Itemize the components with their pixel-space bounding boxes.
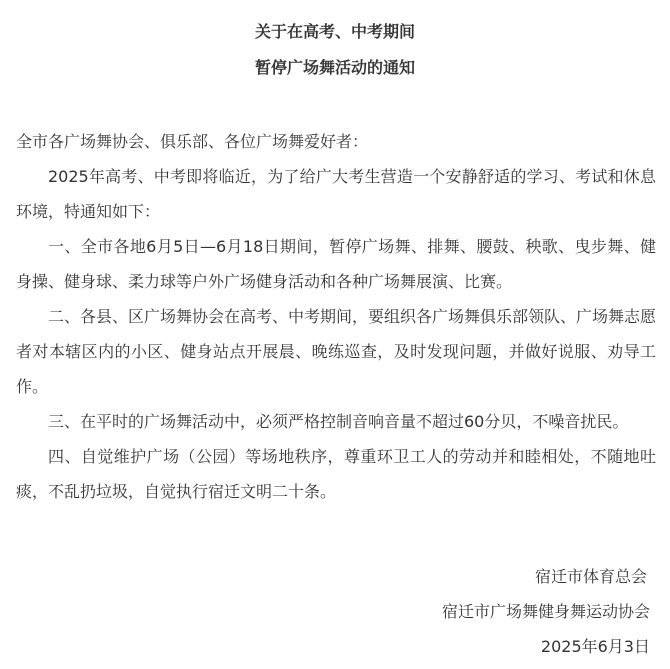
- notice-title-line2: 暂停广场舞活动的通知: [254, 58, 415, 77]
- paragraph-item-2: 二、各县、区广场舞协会在高考、中考期间，要组织各广场舞俱乐部领队、广场舞志愿者对本辖区内的小区、健身站点开展晨、晚练巡查，及时发现问题，并做好说服、劝导工作。: [16, 307, 657, 396]
- salutation: 全市各广场舞协会、俱乐部、各位广场舞爱好者：: [16, 132, 369, 151]
- signature-org2: 宿迁市广场舞健身舞运动协会: [441, 602, 650, 621]
- signature-org1: 宿迁市体育总会: [534, 567, 647, 586]
- notice-body: [16, 124, 656, 509]
- paragraph-item-3: 三、在平时的广场舞活动中，必须严格控制音响音量不超过60分贝，不噪音扰民。: [48, 412, 629, 431]
- notice-title-line1: 关于在高考、中考期间: [254, 22, 415, 41]
- paragraph-intro: 2025年高考、中考即将临近，为了给广大考生营造一个安静舒适的学习、考试和休息环境，特通知如下：: [16, 167, 656, 221]
- paragraph-item-1: 一、全市各地6月5日—6月18日期间，暂停广场舞、排舞、腰鼓、秧歌、曳步舞、健身操、健身球、柔力球等户外广场健身活动和各种广场舞展演、比赛。: [16, 237, 656, 291]
- signature-date: 2025年6月3日: [540, 637, 650, 656]
- paragraph-item-4: 四、自觉维护广场（公园）等场地秩序，尊重环卫工人的劳动并和睦相处，不随地吐痰，不乱扔垃圾，自觉执行宿迁文明二十条。: [16, 447, 656, 501]
